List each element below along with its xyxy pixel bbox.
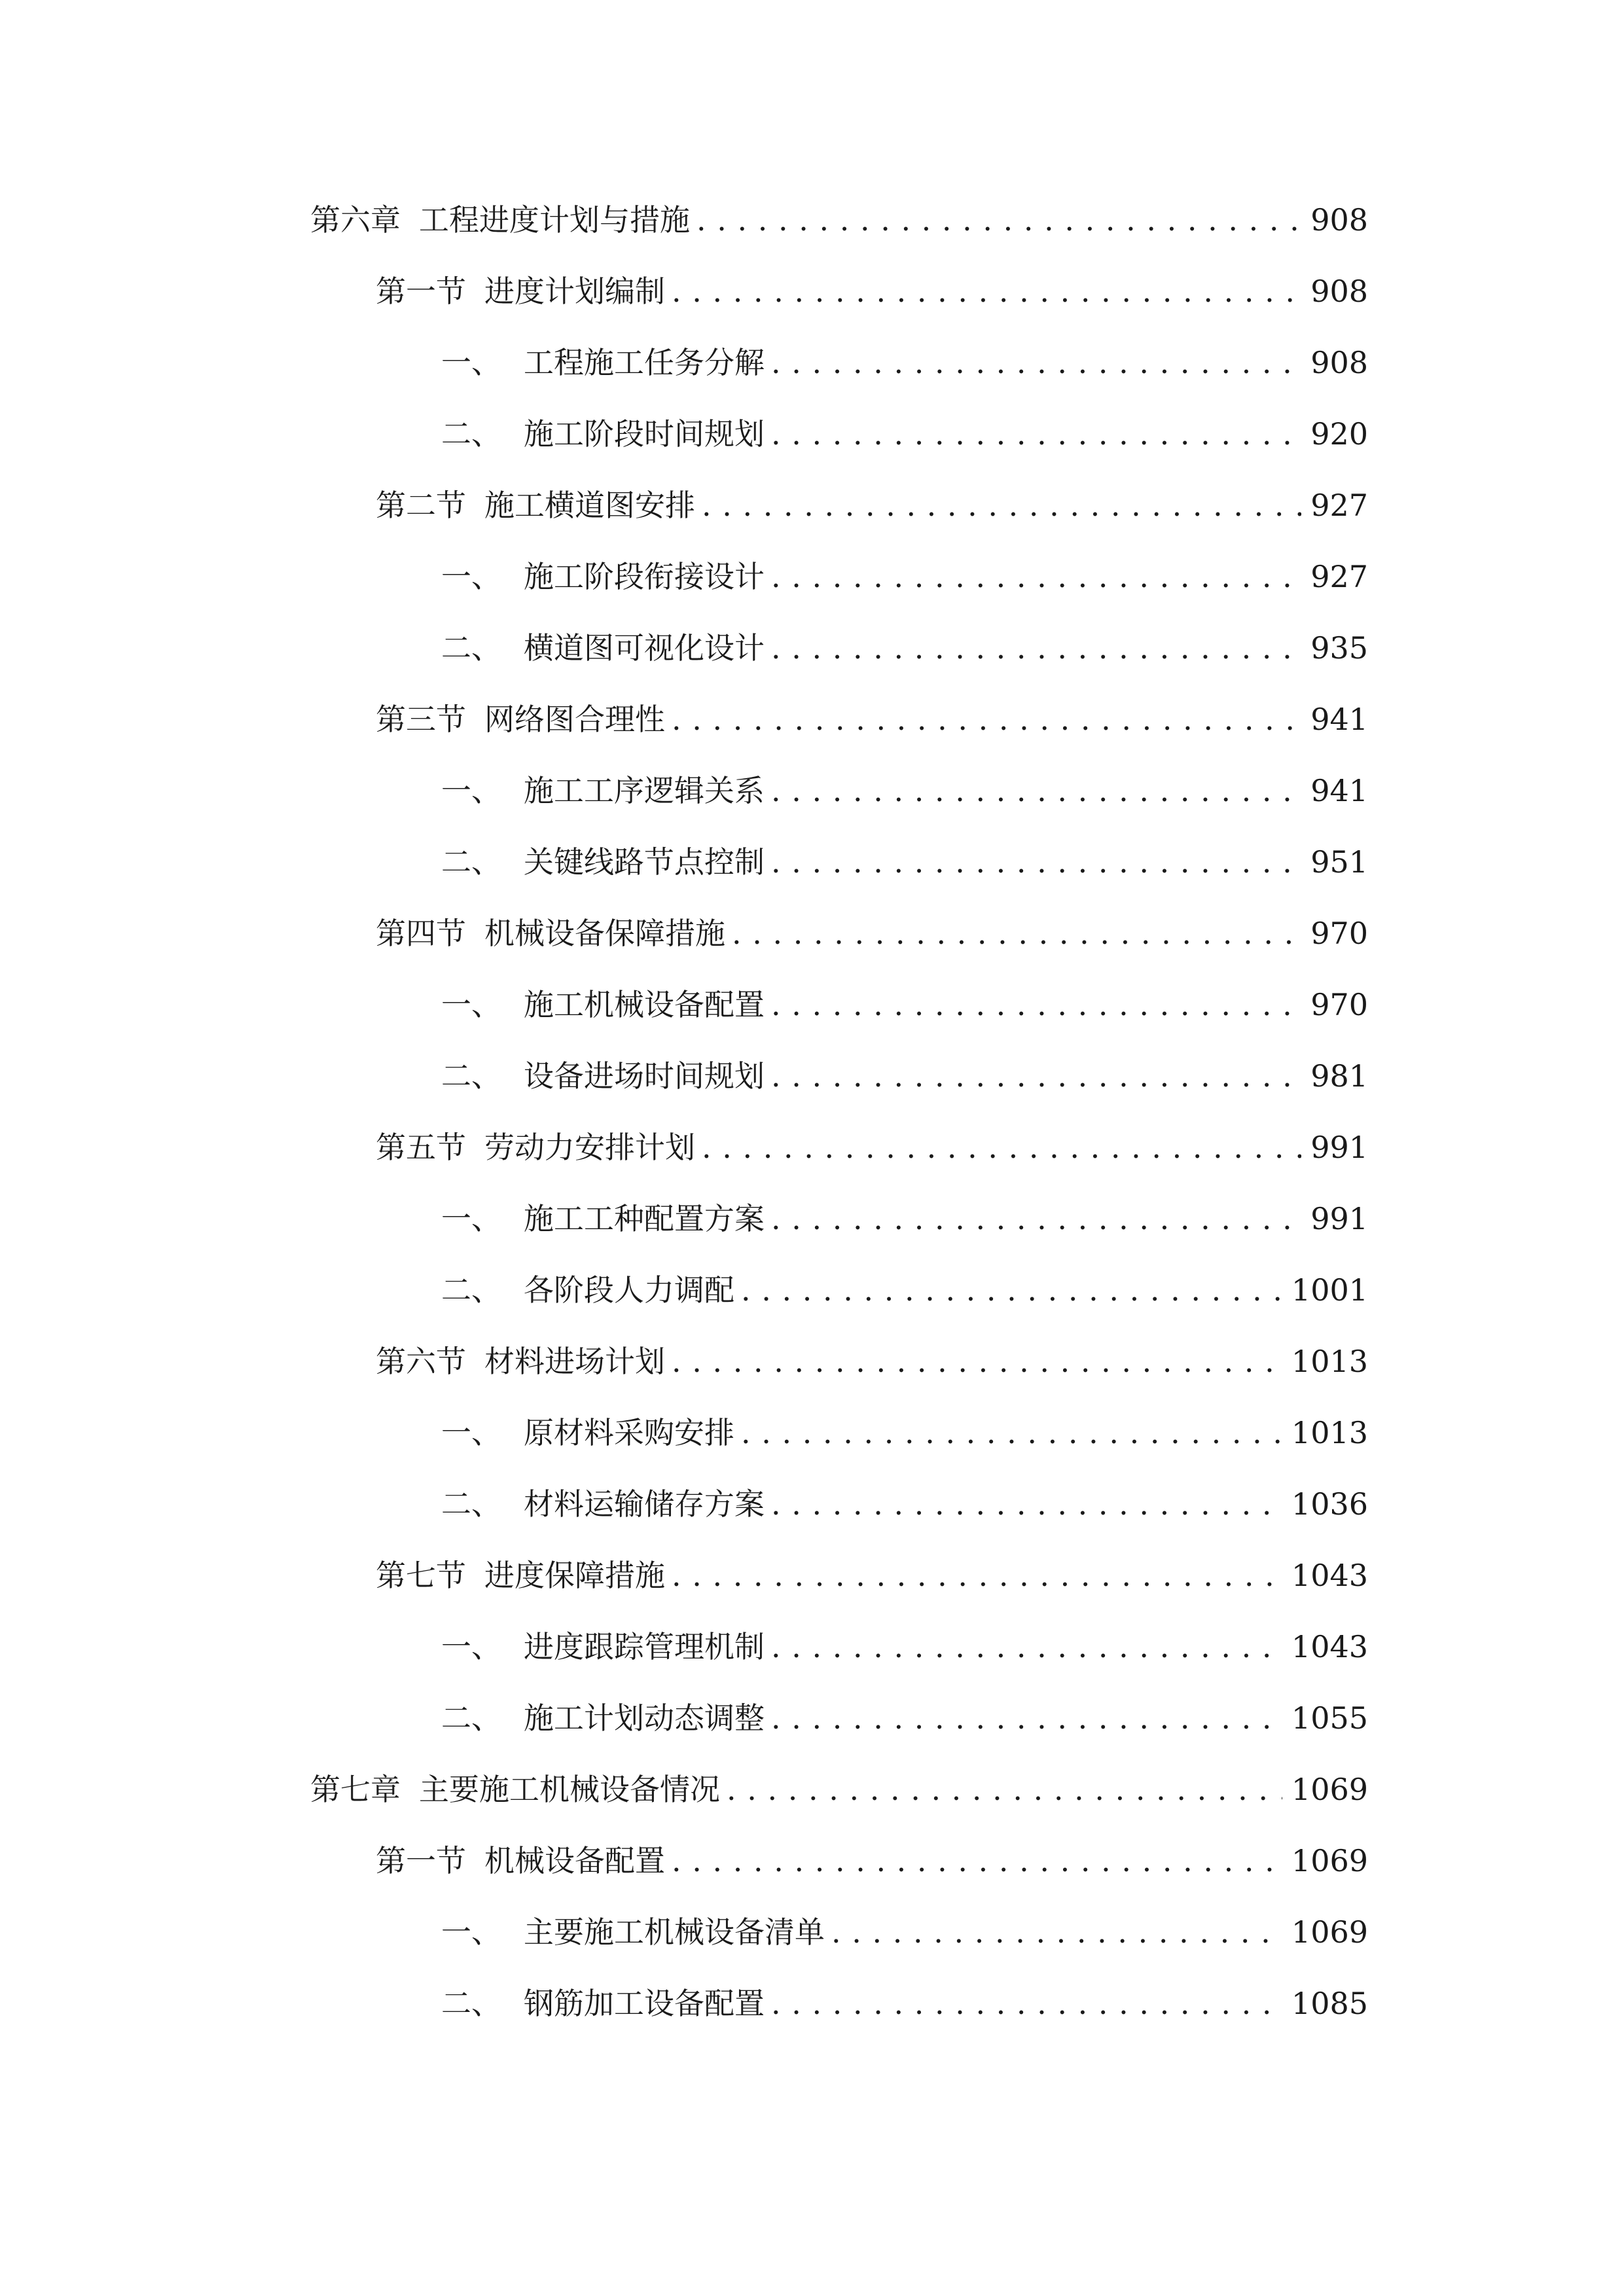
dot-leader [771, 336, 1301, 389]
toc-subsection[interactable] [441, 764, 1368, 817]
dot-leader [771, 1621, 1282, 1673]
toc-page-number: 1013 [1291, 1344, 1368, 1379]
toc-chapter-7[interactable] [310, 1763, 1368, 1816]
toc-subsection[interactable] [441, 336, 1368, 389]
toc-page-number: 927 [1310, 559, 1368, 594]
toc-prefix: 二、 [441, 1700, 501, 1736]
toc-title: 施工工序逻辑关系 [524, 773, 765, 808]
dot-leader [771, 1692, 1282, 1744]
toc-page-number: 1043 [1291, 1558, 1368, 1593]
toc-title: 施工阶段衔接设计 [524, 559, 765, 594]
toc-page-number: 1069 [1291, 1914, 1368, 1950]
toc-prefix: 二、 [441, 416, 501, 452]
toc-page-number: 951 [1310, 844, 1368, 880]
toc-page-number: 991 [1310, 1201, 1368, 1236]
toc-prefix: 一、 [441, 987, 501, 1022]
toc-title: 施工阶段时间规划 [524, 416, 765, 452]
toc-section[interactable] [376, 1835, 1368, 1887]
toc-subsection[interactable] [441, 1407, 1368, 1459]
toc-page-number: 970 [1310, 987, 1368, 1022]
dot-leader [732, 907, 1301, 960]
toc-title: 施工横道图安排 [484, 488, 695, 523]
toc-subsection[interactable] [441, 622, 1368, 674]
toc-prefix: 第二节 [376, 488, 466, 523]
toc-prefix: 第六节 [376, 1344, 466, 1379]
toc-page-number: 1069 [1291, 1843, 1368, 1878]
toc-subsection[interactable] [441, 978, 1368, 1031]
toc-prefix: 第一节 [376, 1843, 466, 1878]
toc-prefix: 二、 [441, 844, 501, 880]
toc-title: 施工工种配置方案 [524, 1201, 765, 1236]
toc-prefix: 第一节 [376, 274, 466, 309]
toc-subsection[interactable] [441, 1621, 1368, 1673]
toc-title: 施工机械设备配置 [524, 987, 765, 1022]
toc-page-number: 1043 [1291, 1629, 1368, 1664]
toc-page-number: 920 [1310, 416, 1368, 452]
toc-subsection[interactable] [441, 1478, 1368, 1530]
toc-page-number: 981 [1310, 1058, 1368, 1094]
toc-section[interactable] [376, 1335, 1368, 1388]
toc-page-number: 1013 [1291, 1415, 1368, 1450]
dot-leader [771, 764, 1301, 817]
dot-leader [696, 194, 1301, 246]
toc-prefix: 第七章 [310, 1772, 401, 1807]
toc-section[interactable] [376, 693, 1368, 745]
toc-subsection[interactable] [441, 408, 1368, 460]
dot-leader [672, 1549, 1282, 1602]
toc-page-number: 1085 [1291, 1986, 1368, 2021]
toc-prefix: 二、 [441, 630, 501, 666]
toc-subsection[interactable] [441, 1977, 1368, 2030]
toc-section[interactable] [376, 907, 1368, 960]
toc-prefix: 一、 [441, 559, 501, 594]
toc-title: 进度计划编制 [484, 274, 665, 309]
dot-leader [771, 836, 1301, 888]
dot-leader [771, 550, 1301, 603]
toc-prefix: 二、 [441, 1486, 501, 1522]
toc-title: 进度跟踪管理机制 [524, 1629, 765, 1664]
dot-leader [672, 693, 1301, 745]
toc-prefix: 第五节 [376, 1130, 466, 1165]
dot-leader [771, 978, 1301, 1031]
toc-prefix: 一、 [441, 1415, 501, 1450]
dot-leader [831, 1906, 1282, 1958]
toc-title: 钢筋加工设备配置 [524, 1986, 765, 2021]
toc-section[interactable] [376, 1121, 1368, 1174]
toc-title: 网络图合理性 [484, 702, 665, 737]
toc-title: 施工计划动态调整 [524, 1700, 765, 1736]
dot-leader [702, 1121, 1301, 1174]
toc-page-number: 908 [1310, 274, 1368, 309]
toc-page-number: 970 [1310, 916, 1368, 951]
dot-leader [771, 1478, 1282, 1530]
toc-page-number: 908 [1310, 202, 1368, 238]
toc-title: 各阶段人力调配 [524, 1272, 734, 1308]
dot-leader [672, 1335, 1282, 1388]
toc-page-number: 941 [1310, 702, 1368, 737]
toc-prefix: 第七节 [376, 1558, 466, 1593]
toc-prefix: 一、 [441, 345, 501, 380]
dot-leader [771, 1193, 1301, 1245]
toc-title: 横道图可视化设计 [524, 630, 765, 666]
toc-prefix: 第六章 [310, 202, 401, 238]
toc-subsection[interactable] [441, 1050, 1368, 1102]
toc-prefix: 一、 [441, 1914, 501, 1950]
toc-page-number: 1001 [1291, 1272, 1368, 1308]
toc-subsection[interactable] [441, 550, 1368, 603]
dot-leader [672, 1835, 1282, 1887]
toc-title: 材料运输储存方案 [524, 1486, 765, 1522]
toc-prefix: 二、 [441, 1986, 501, 2021]
dot-leader [672, 265, 1301, 317]
toc-title: 原材料采购安排 [524, 1415, 734, 1450]
toc-section[interactable] [376, 479, 1368, 531]
toc-page-number: 927 [1310, 488, 1368, 523]
toc-subsection[interactable] [441, 1906, 1368, 1958]
toc-subsection[interactable] [441, 1692, 1368, 1744]
toc-subsection[interactable] [441, 1264, 1368, 1316]
toc-title: 主要施工机械设备清单 [524, 1914, 825, 1950]
dot-leader [727, 1763, 1282, 1816]
toc-page-number: 908 [1310, 345, 1368, 380]
toc-prefix: 一、 [441, 1629, 501, 1664]
toc-title: 关键线路节点控制 [524, 844, 765, 880]
dot-leader [741, 1264, 1282, 1316]
toc-title: 工程施工任务分解 [524, 345, 765, 380]
toc-title: 材料进场计划 [484, 1344, 665, 1379]
toc-prefix: 一、 [441, 773, 501, 808]
toc-title: 工程进度计划与措施 [419, 202, 690, 238]
toc-chapter-6[interactable] [310, 194, 1368, 246]
toc-prefix: 二、 [441, 1272, 501, 1308]
dot-leader [702, 479, 1301, 531]
toc-title: 主要施工机械设备情况 [419, 1772, 720, 1807]
toc-subsection[interactable] [441, 836, 1368, 888]
toc-subsection[interactable] [441, 1193, 1368, 1245]
toc-page-number: 935 [1310, 630, 1368, 666]
dot-leader [741, 1407, 1282, 1459]
toc-prefix: 二、 [441, 1058, 501, 1094]
toc-title: 设备进场时间规划 [524, 1058, 765, 1094]
toc-page-number: 1036 [1291, 1486, 1368, 1522]
toc-title: 进度保障措施 [484, 1558, 665, 1593]
toc-page-number: 1069 [1291, 1772, 1368, 1807]
dot-leader [771, 622, 1301, 674]
toc-section[interactable] [376, 1549, 1368, 1602]
dot-leader [771, 1050, 1301, 1102]
toc-page-number: 991 [1310, 1130, 1368, 1165]
toc-prefix: 第三节 [376, 702, 466, 737]
toc-title: 劳动力安排计划 [484, 1130, 695, 1165]
toc-title: 机械设备配置 [484, 1843, 665, 1878]
toc-section[interactable] [376, 265, 1368, 317]
toc-page-number: 1055 [1291, 1700, 1368, 1736]
toc-prefix: 一、 [441, 1201, 501, 1236]
toc-title: 机械设备保障措施 [484, 916, 725, 951]
dot-leader [771, 1977, 1282, 2030]
dot-leader [771, 408, 1301, 460]
toc-page-number: 941 [1310, 773, 1368, 808]
toc-prefix: 第四节 [376, 916, 466, 951]
